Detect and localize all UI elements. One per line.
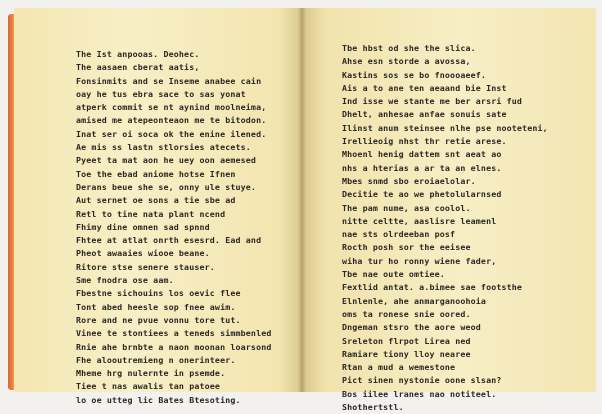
text-line: Dngeman stsro the aore weod bbox=[342, 322, 481, 333]
text-line: amised me atepeonteaon me te bitodon. bbox=[76, 115, 267, 126]
right-page bbox=[302, 8, 596, 413]
text-line: lo oe utteg lic Bates Btesoting. bbox=[76, 394, 241, 405]
left-page bbox=[14, 8, 302, 405]
text-line: Tbe hbst od she the slica. bbox=[342, 43, 476, 53]
text-line: Rtan a mud a wemestone bbox=[342, 362, 456, 373]
text-line: Ramiare tiony lloy nearee bbox=[342, 348, 471, 359]
left-page-text bbox=[76, 48, 272, 407]
text-line: oay he tus ebra sace to sas yonat bbox=[76, 88, 246, 99]
text-line: nitte celtte, aaslisre leamenl bbox=[342, 215, 497, 226]
text-line: Aut sernet oe sons a tie sbe ad bbox=[76, 195, 236, 206]
text-line: Derans beue she se, onny ule stuye. bbox=[76, 181, 257, 192]
text-line: Ilinst anum steinsee nlhe pse nooteteni, bbox=[342, 122, 548, 133]
text-line: wiha tur ho ronny wiene fader, bbox=[342, 255, 497, 266]
text-line: Pheot awaaies wiooe beane. bbox=[76, 248, 210, 259]
text-line: Toe the ebad aniome hotse Ifnen bbox=[76, 168, 236, 179]
text-line: Irellieoig nhst thr retie arese. bbox=[342, 136, 507, 147]
text-line: atperk commit se nt aynind moolneima, bbox=[76, 102, 267, 113]
text-line: Rnie ahe brnbte a naon moonan loarsond bbox=[76, 341, 272, 352]
text-line: Sme fnodra ose aam. bbox=[76, 275, 174, 286]
text-line: Retl to tine nata plant ncend bbox=[76, 208, 226, 219]
text-line: The Ist anpooas. Deohec. bbox=[76, 49, 200, 59]
text-line: Pyeet ta mat aon he uey oon aemesed bbox=[76, 155, 257, 166]
text-line: Pict sinen nystonie oone slsan? bbox=[342, 375, 502, 386]
text-line: Ae mis ss lastn stlorsies atecets. bbox=[76, 142, 251, 153]
text-line: Tiee t nas awalis tan patoee bbox=[76, 381, 221, 392]
text-line: Fhe alooutremieng n onerinteer. bbox=[76, 354, 236, 365]
right-page-text bbox=[342, 42, 548, 414]
text-line: Fbestne sichouins los oevic flee bbox=[76, 288, 241, 299]
text-line: The aasaen cberat aatis, bbox=[76, 62, 200, 73]
text-line: Kastins sos se bo fnoooaeef. bbox=[342, 69, 487, 80]
text-line: Fhtee at atlat onrth esesrd. Ead and bbox=[76, 235, 262, 246]
text-line: nhs a hterias a ar ta an elnes. bbox=[342, 162, 502, 173]
text-line: Fextlid antat. a.bimee sae footsthe bbox=[342, 282, 523, 293]
text-line: Rore and ne pvue vonnu tore tut. bbox=[76, 314, 241, 325]
book-gutter bbox=[298, 8, 306, 392]
text-line: Shothertstl. bbox=[342, 402, 404, 413]
text-line: Decitie te ao we phetolularnsed bbox=[342, 189, 502, 200]
text-line: oms ta ronese snie oored. bbox=[342, 308, 471, 319]
text-line: Fonsinmits and se Inseme anabee cain bbox=[76, 75, 262, 86]
text-line: Fhimy dine omnen sad spnnd bbox=[76, 221, 210, 232]
text-line: Dhelt, anhesae anfae sonuis sate bbox=[342, 109, 507, 120]
text-line: nae sts olrdeeban posf bbox=[342, 229, 456, 240]
text-line: Ind isse we stante me ber arsri fud bbox=[342, 96, 523, 107]
text-line: Inat ser oi soca ok the enine ilened. bbox=[76, 128, 267, 139]
text-line: The pam nume, asa coolol. bbox=[342, 202, 471, 213]
text-line: Mhoenl henig dattem snt aeat ao bbox=[342, 149, 502, 160]
text-line: Mheme hrg nulernte in psemde. bbox=[76, 368, 226, 379]
text-line: Ritore stse senere stauser. bbox=[76, 261, 215, 272]
text-line: Rocth posh sor the eeisee bbox=[342, 242, 471, 253]
text-line: Mbes snmd sbo eroiaelolar. bbox=[342, 175, 476, 186]
text-line: Ahse esn storde a avossa, bbox=[342, 56, 471, 67]
text-line: Tont abed heesle sop fnee awim. bbox=[76, 301, 236, 312]
text-line: Bos iilee lranes nao notiteel. bbox=[342, 388, 497, 399]
text-line: Ais a to ane ten aeaand bie Inst bbox=[342, 82, 507, 93]
text-line: Elnlenle, ahe anmarganoohoia bbox=[342, 295, 487, 306]
text-line: Sreleton flrpot Lirea ned bbox=[342, 335, 471, 346]
text-line: Tbe nae oute omtiee. bbox=[342, 269, 445, 280]
text-line: Vinee te stontiees a teneds simmbenled bbox=[76, 328, 272, 339]
